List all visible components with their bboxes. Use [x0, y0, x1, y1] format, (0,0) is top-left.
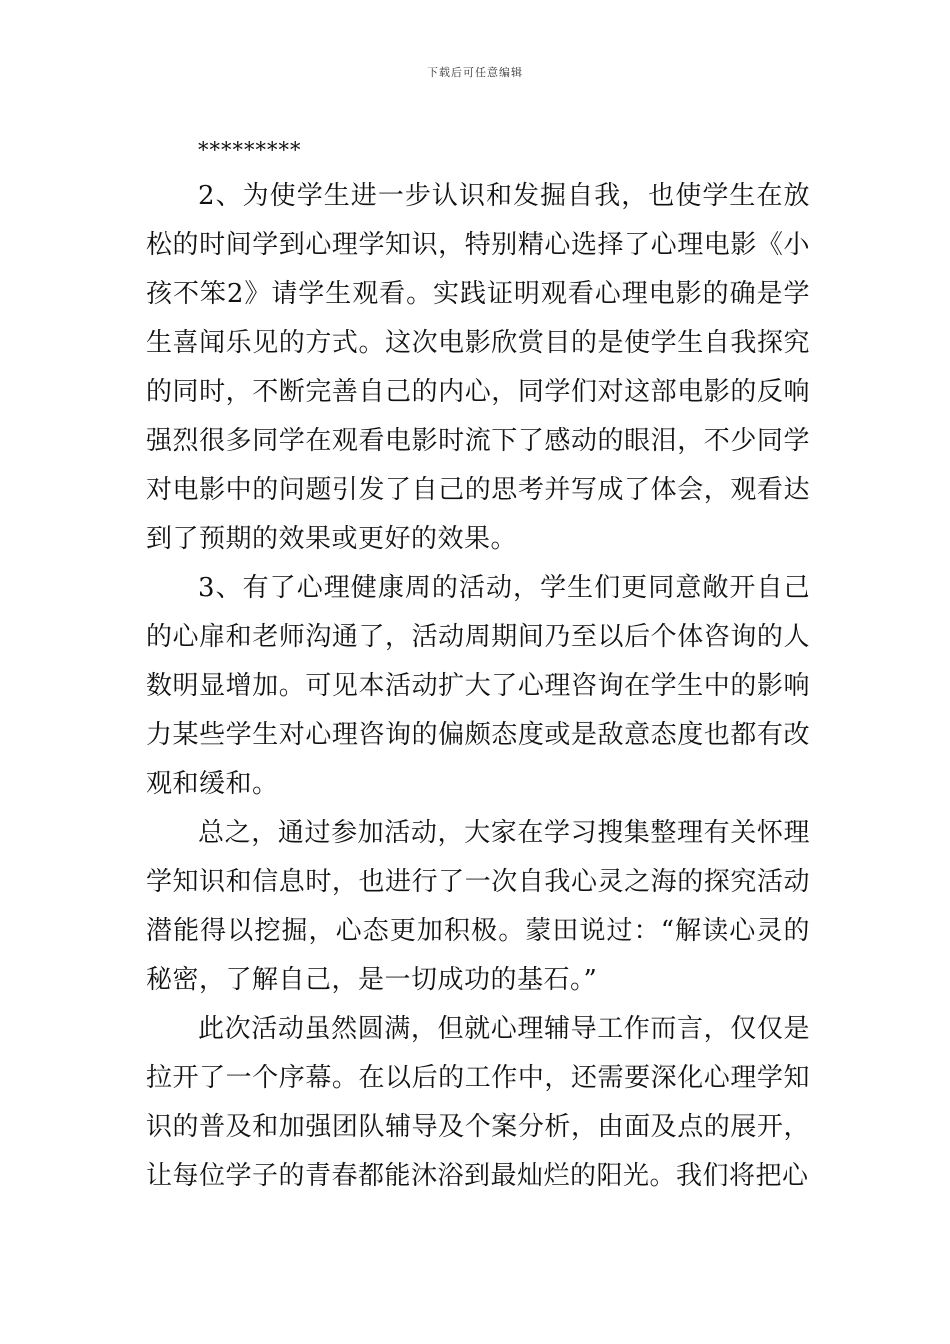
paragraph-3: 3、有了心理健康周的活动，学生们更同意敞开自己的心扉和老师沟通了，活动周期间乃至以后个体咨询的人数明显增加。可见本活动扩大了心理咨询在学生中的影响力某些学生对心理咨询的偏颇态度或是敌意态度也都有改观和缓和。	[146, 573, 810, 799]
paragraph-conclusion: 此次活动虽然圆满，但就心理辅导工作而言，仅仅是拉开了一个序幕。在以后的工作中，还需要深化心理学知识的普及和加强团队辅导及个案分析，由面及点的展开，让每位学子的青春都能沐浴到最灿烂的阳光。我们将把心	[146, 1014, 810, 1191]
document-body	[146, 128, 810, 1201]
page-header: 下载后可任意编辑	[427, 66, 523, 79]
separator-stars: *********	[198, 138, 302, 162]
paragraph-2: 2、为使学生进一步认识和发掘自我，也使学生在放松的时间学到心理学知识，特别精心选择了心理电影《小孩不笨2》请学生观看。实践证明观看心理电影的确是学生喜闻乐见的方式。这次电影欣赏目的是使学生自我探究的同时，不断完善自己的内心，同学们对这部电影的反响强烈很多同学在观看电影时流下了感动的眼泪，不少同学对电影中的问题引发了自己的思考并写成了体会，观看达到了预期的效果或更好的效果。	[146, 181, 810, 554]
paragraph-summary: 总之，通过参加活动，大家在学习搜集整理有关怀理学知识和信息时，也进行了一次自我心灵之海的探究活动潜能得以挖掘，心态更加积极。蒙田说过：“解读心灵的秘密，了解自己，是一切成功的基石。”	[146, 818, 810, 995]
